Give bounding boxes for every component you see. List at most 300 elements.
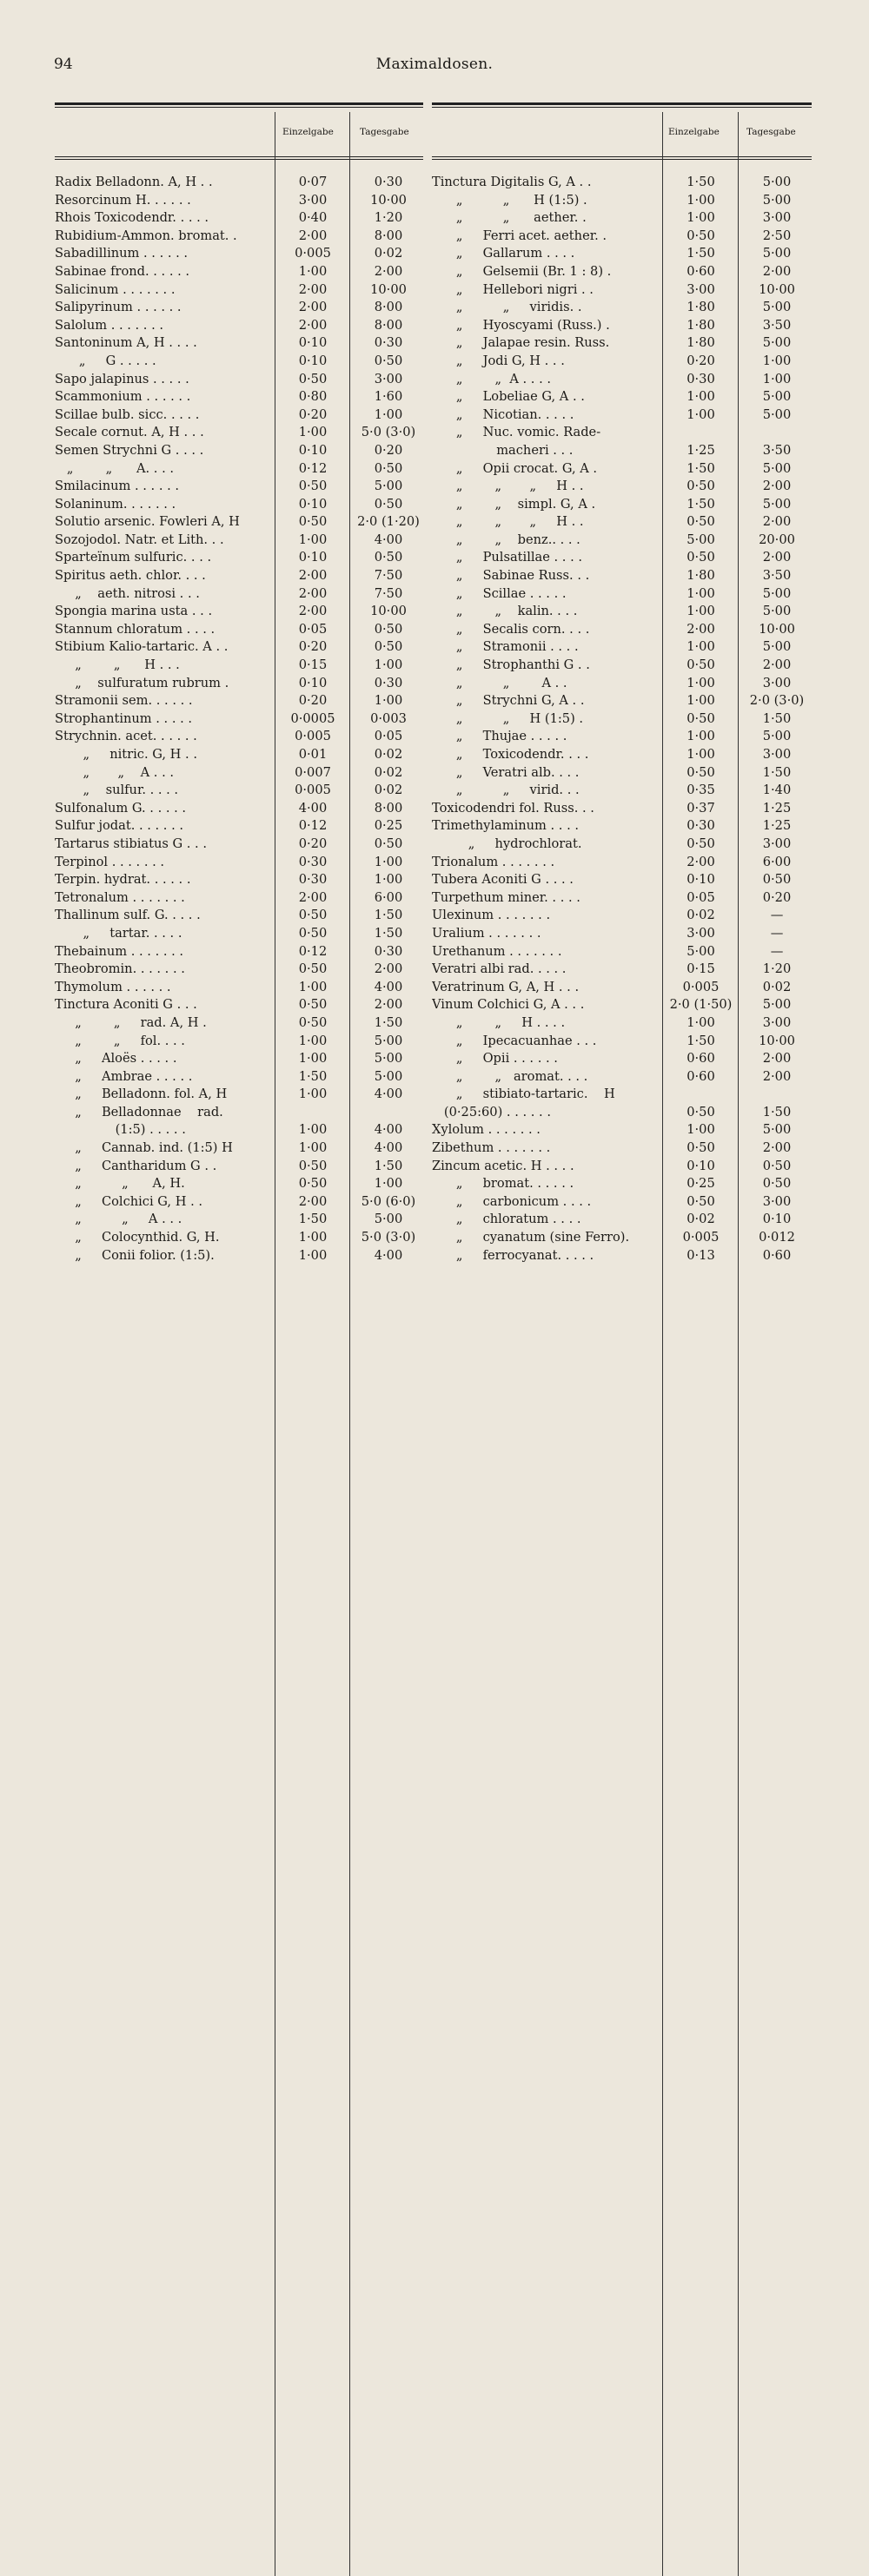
single-dose: 1·00 bbox=[687, 406, 715, 422]
drug-name: Sulfur jodat. . . . . . . bbox=[55, 818, 184, 834]
table-row bbox=[55, 192, 423, 210]
table-row bbox=[432, 657, 812, 675]
table-row bbox=[432, 299, 812, 317]
drug-name: Scillae bulb. sicc. . . . . bbox=[55, 406, 200, 422]
daily-dose: 2·0 (3·0) bbox=[749, 693, 805, 709]
table-row bbox=[432, 907, 812, 925]
single-dose: 1·50 bbox=[687, 175, 715, 189]
drug-name: „ „ A . . . bbox=[55, 764, 174, 780]
single-dose: 4·00 bbox=[298, 800, 328, 816]
daily-dose: 5·00 bbox=[374, 1068, 403, 1084]
single-dose: 3·00 bbox=[687, 281, 715, 297]
drug-name: Terpinol . . . . . . . bbox=[55, 854, 165, 869]
drug-name: Rhois Toxicodendr. . . . . bbox=[55, 210, 209, 226]
single-dose: 0·0005 bbox=[290, 710, 335, 726]
daily-dose: — bbox=[770, 943, 784, 959]
daily-dose: 0·50 bbox=[762, 1176, 792, 1192]
daily-dose: 0·012 bbox=[759, 1230, 795, 1245]
drug-name: Tubera Aconiti G . . . . bbox=[432, 872, 574, 888]
table-row bbox=[55, 281, 423, 300]
daily-dose: 5·00 bbox=[762, 192, 792, 208]
drug-name: Tinctura Digitalis G, A . . bbox=[432, 175, 592, 189]
drug-name: „ „ simpl. G, A . bbox=[432, 496, 596, 512]
table-row bbox=[432, 817, 812, 836]
table-row bbox=[432, 174, 812, 192]
daily-dose: 1·00 bbox=[762, 353, 792, 368]
drug-name: „ Pulsatillae . . . . bbox=[432, 550, 582, 565]
drug-name: macheri . . . bbox=[432, 442, 574, 458]
single-dose: 1·00 bbox=[687, 210, 715, 226]
daily-dose: 5·00 bbox=[762, 729, 792, 744]
drug-name: Terpin. hydrat. . . . . . bbox=[55, 872, 191, 888]
drug-name: (0·25:60) . . . . . . bbox=[432, 1104, 551, 1120]
daily-dose: 2·00 bbox=[762, 550, 792, 565]
drug-name: „ Hyoscyami (Russ.) . bbox=[432, 317, 610, 333]
daily-dose: 10·00 bbox=[370, 192, 407, 208]
single-dose: 1·50 bbox=[298, 1212, 328, 1227]
drug-name: Rubidium-Ammon. bromat. . bbox=[55, 228, 237, 243]
drug-name: „ „ viridis. . bbox=[432, 300, 582, 315]
daily-dose: 6·00 bbox=[762, 854, 792, 869]
daily-dose: 8·00 bbox=[374, 800, 403, 816]
single-dose: 2·00 bbox=[298, 568, 328, 584]
table-row bbox=[432, 353, 812, 371]
single-dose: 5·00 bbox=[687, 943, 715, 959]
drug-name: Tinctura Aconiti G . . . bbox=[55, 997, 197, 1013]
daily-dose: 1·00 bbox=[374, 406, 403, 422]
rows-right bbox=[432, 160, 812, 1265]
single-dose: 0·01 bbox=[298, 747, 328, 762]
single-dose: 0·50 bbox=[687, 550, 715, 565]
table-row bbox=[432, 406, 812, 425]
drug-name: „ Colchici G, H . . bbox=[55, 1193, 202, 1209]
daily-dose: 10·00 bbox=[759, 1033, 795, 1048]
drug-name: Thallinum sulf. G. . . . . bbox=[55, 908, 201, 923]
drug-name: Uralium . . . . . . . bbox=[432, 925, 541, 941]
drug-name: „ Gallarum . . . . bbox=[432, 246, 575, 261]
daily-dose: 1·50 bbox=[762, 764, 792, 780]
daily-dose: 0·50 bbox=[374, 550, 403, 565]
daily-dose: 1·50 bbox=[374, 925, 403, 941]
single-dose: 0·02 bbox=[687, 908, 715, 923]
drug-name: „ Sabinae Russ. . . bbox=[432, 568, 590, 584]
daily-dose: 0·50 bbox=[374, 621, 403, 637]
table-row bbox=[432, 603, 812, 621]
drug-name: „ Secalis corn. . . . bbox=[432, 621, 590, 637]
drug-name: „ bromat. . . . . . bbox=[432, 1176, 574, 1192]
table-row bbox=[432, 532, 812, 550]
drug-name: „ „ kalin. . . . bbox=[432, 604, 578, 619]
drug-name: Vinum Colchici G, A . . . bbox=[432, 997, 585, 1013]
table-row bbox=[55, 353, 423, 371]
table-row bbox=[432, 1050, 812, 1068]
single-dose: 0·12 bbox=[298, 460, 328, 476]
table-row bbox=[55, 567, 423, 585]
daily-dose: 0·50 bbox=[374, 639, 403, 655]
daily-dose: 5·00 bbox=[762, 496, 792, 512]
drug-name: „ Belladonn. fol. A, H bbox=[55, 1087, 228, 1102]
top-rule bbox=[432, 102, 812, 105]
drug-name: Thebainum . . . . . . . bbox=[55, 943, 184, 959]
table-row bbox=[55, 638, 423, 657]
daily-dose: 0·003 bbox=[370, 710, 407, 726]
single-dose: 1·00 bbox=[687, 729, 715, 744]
drug-name: „ Ambrae . . . . . bbox=[55, 1068, 193, 1084]
drug-name: Tetronalum . . . . . . . bbox=[55, 889, 185, 905]
daily-dose: 0·05 bbox=[374, 729, 403, 744]
single-dose: 1·00 bbox=[298, 1122, 328, 1138]
drug-name: Salicinum . . . . . . . bbox=[55, 281, 176, 297]
table-row bbox=[55, 1121, 423, 1139]
single-dose: 1·00 bbox=[687, 747, 715, 762]
drug-name: Ulexinum . . . . . . . bbox=[432, 908, 551, 923]
table-row bbox=[432, 638, 812, 657]
page-number: 94 bbox=[54, 56, 73, 73]
single-dose: 0·50 bbox=[687, 228, 715, 243]
table-row bbox=[55, 1033, 423, 1051]
daily-dose: 4·00 bbox=[374, 979, 403, 994]
table-row bbox=[432, 782, 812, 800]
table-row bbox=[55, 710, 423, 729]
daily-dose: 0·30 bbox=[374, 943, 403, 959]
drug-name: Stramonii sem. . . . . . bbox=[55, 693, 193, 709]
single-dose: 0·10 bbox=[687, 1158, 715, 1173]
drug-name: „ „ benz.. . . . bbox=[432, 532, 580, 547]
single-dose: 0·50 bbox=[298, 908, 328, 923]
drug-name: Resorcinum H. . . . . . bbox=[55, 192, 191, 208]
daily-dose: 0·30 bbox=[374, 335, 403, 351]
daily-dose: 10·00 bbox=[370, 281, 407, 297]
daily-dose: 3·50 bbox=[762, 442, 792, 458]
table-row bbox=[432, 746, 812, 764]
table-row bbox=[432, 334, 812, 353]
drug-name: Radix Belladonn. A, H . . bbox=[55, 175, 213, 189]
drug-name: „ Lobeliae G, A . . bbox=[432, 389, 585, 405]
table-row bbox=[432, 317, 812, 335]
drug-name: „ Jalapae resin. Russ. bbox=[432, 335, 610, 351]
drug-name: „ aeth. nitrosi . . . bbox=[55, 585, 200, 601]
single-dose: 0·50 bbox=[687, 710, 715, 726]
drug-name: „ „ A . . . bbox=[55, 1212, 182, 1227]
daily-dose: 0·02 bbox=[762, 979, 792, 994]
single-dose: 0·60 bbox=[687, 1068, 715, 1084]
single-dose: 2·00 bbox=[298, 1193, 328, 1209]
single-dose: 0·12 bbox=[298, 943, 328, 959]
single-dose: 3·00 bbox=[298, 192, 328, 208]
drug-name: Urethanum . . . . . . . bbox=[432, 943, 562, 959]
table-row bbox=[55, 854, 423, 872]
running-head: Maximaldosen. bbox=[375, 56, 494, 73]
drug-name: „ Cantharidum G . . bbox=[55, 1158, 217, 1173]
drug-name: „ „ A . . bbox=[432, 675, 567, 690]
col-header-daily: Tagesgabe bbox=[360, 127, 409, 137]
col-header-daily: Tagesgabe bbox=[746, 127, 796, 137]
daily-dose: 1·50 bbox=[374, 1158, 403, 1173]
daily-dose: 0·02 bbox=[374, 783, 403, 798]
table-row bbox=[55, 836, 423, 854]
single-dose: 1·00 bbox=[687, 389, 715, 405]
daily-dose: 5·00 bbox=[762, 246, 792, 261]
table-row bbox=[55, 1247, 423, 1265]
daily-dose: 5·00 bbox=[762, 1122, 792, 1138]
single-dose: 0·50 bbox=[687, 1193, 715, 1209]
single-dose: 1·00 bbox=[687, 693, 715, 709]
single-dose: 0·005 bbox=[682, 1230, 720, 1245]
single-dose: 0·50 bbox=[687, 479, 715, 494]
daily-dose: 6·00 bbox=[374, 889, 403, 905]
table-row bbox=[55, 317, 423, 335]
drug-name: Sulfonalum G. . . . . . bbox=[55, 800, 187, 816]
daily-dose: 0·60 bbox=[762, 1247, 792, 1263]
table-row bbox=[432, 1229, 812, 1247]
daily-dose: 1·50 bbox=[762, 710, 792, 726]
daily-dose: 3·00 bbox=[762, 1193, 792, 1209]
daily-dose: 5·00 bbox=[762, 460, 792, 476]
drug-name: Sapo jalapinus . . . . . bbox=[55, 371, 189, 386]
drug-name: „ Jodi G, H . . . bbox=[432, 353, 565, 368]
table-row bbox=[432, 728, 812, 746]
drug-name: Trimethylaminum . . . . bbox=[432, 818, 579, 834]
daily-dose: 1·60 bbox=[374, 389, 403, 405]
table-row bbox=[55, 585, 423, 604]
single-dose: 0·10 bbox=[298, 442, 328, 458]
table-row bbox=[55, 513, 423, 532]
single-dose: 0·10 bbox=[298, 675, 328, 690]
table-row bbox=[432, 281, 812, 300]
table-row bbox=[432, 1247, 812, 1265]
table-row bbox=[55, 979, 423, 997]
single-dose: 1·80 bbox=[687, 568, 715, 584]
daily-dose: 8·00 bbox=[374, 228, 403, 243]
drug-name: „ carbonicum . . . . bbox=[432, 1193, 592, 1209]
daily-dose: 2·0 (1·20) bbox=[357, 514, 420, 530]
single-dose: 0·50 bbox=[687, 514, 715, 530]
daily-dose: 5·00 bbox=[762, 389, 792, 405]
table-row bbox=[55, 424, 423, 442]
table-row bbox=[55, 621, 423, 639]
header-rule bbox=[55, 156, 423, 157]
drug-name: „ „ H (1:5) . bbox=[432, 192, 587, 208]
drug-name: „ Cannab. ind. (1:5) H bbox=[55, 1140, 233, 1156]
drug-name: „ Opii crocat. G, A . bbox=[432, 460, 598, 476]
drug-name: Sozojodol. Natr. et Lith. . . bbox=[55, 532, 224, 547]
table-row bbox=[432, 1068, 812, 1087]
drug-name: „ „ rad. A, H . bbox=[55, 1014, 207, 1030]
daily-dose: 0·02 bbox=[374, 747, 403, 762]
single-dose: 1·80 bbox=[687, 317, 715, 333]
drug-name: „ Strychni G, A . . bbox=[432, 693, 585, 709]
daily-dose: 1·00 bbox=[374, 657, 403, 673]
single-dose: 1·00 bbox=[687, 675, 715, 690]
drug-name: Veratri albi rad. . . . . bbox=[432, 961, 567, 977]
single-dose: 0·50 bbox=[298, 1014, 328, 1030]
table-row bbox=[432, 1175, 812, 1193]
daily-dose: 0·50 bbox=[374, 460, 403, 476]
table-row bbox=[55, 907, 423, 925]
daily-dose: 0·25 bbox=[374, 818, 403, 834]
table-row bbox=[432, 764, 812, 783]
daily-dose: 5·00 bbox=[762, 406, 792, 422]
single-dose: 1·00 bbox=[687, 585, 715, 601]
drug-name: „ Opii . . . . . . bbox=[432, 1051, 558, 1067]
single-dose: 2·00 bbox=[687, 854, 715, 869]
single-dose: 0·30 bbox=[298, 872, 328, 888]
single-dose: 0·12 bbox=[298, 818, 328, 834]
drug-name: Salipyrinum . . . . . . bbox=[55, 300, 182, 315]
table-row bbox=[55, 800, 423, 818]
table-row bbox=[55, 496, 423, 514]
single-dose: 0·07 bbox=[298, 175, 328, 189]
drug-name: „ Scillae . . . . . bbox=[432, 585, 567, 601]
drug-name: „ G . . . . . bbox=[55, 353, 156, 368]
daily-dose: 3·50 bbox=[762, 568, 792, 584]
single-dose: 0·50 bbox=[687, 657, 715, 673]
drug-name: Sparteïnum sulfuric. . . . bbox=[55, 550, 212, 565]
table-row bbox=[55, 692, 423, 710]
drug-name: Secale cornut. A, H . . . bbox=[55, 425, 204, 440]
table-row bbox=[432, 209, 812, 228]
single-dose: 0·13 bbox=[687, 1247, 715, 1263]
drug-name: „ Toxicodendr. . . . bbox=[432, 747, 589, 762]
header-row bbox=[55, 108, 423, 156]
drug-name: Tartarus stibiatus G . . . bbox=[55, 836, 207, 851]
drug-name: „ „ A . . . . bbox=[432, 371, 551, 386]
daily-dose: 1·00 bbox=[374, 854, 403, 869]
daily-dose: 0·02 bbox=[374, 246, 403, 261]
single-dose: 0·50 bbox=[687, 1140, 715, 1156]
table-row bbox=[432, 1193, 812, 1212]
single-dose: 0·50 bbox=[687, 1104, 715, 1120]
drug-name: Smilacinum . . . . . . bbox=[55, 479, 180, 494]
daily-dose: 0·20 bbox=[762, 889, 792, 905]
daily-dose: 1·20 bbox=[374, 210, 403, 226]
single-dose: 1·00 bbox=[687, 1122, 715, 1138]
single-dose: 1·50 bbox=[687, 460, 715, 476]
daily-dose: 1·00 bbox=[374, 872, 403, 888]
table-row bbox=[55, 1139, 423, 1158]
daily-dose: 20·00 bbox=[759, 532, 795, 547]
single-dose: 0·007 bbox=[295, 764, 331, 780]
daily-dose: 7·50 bbox=[374, 585, 403, 601]
table-row bbox=[432, 1158, 812, 1176]
daily-dose: 8·00 bbox=[374, 317, 403, 333]
daily-dose: 3·00 bbox=[762, 747, 792, 762]
daily-dose: 1·50 bbox=[762, 1104, 792, 1120]
single-dose: 0·005 bbox=[295, 783, 331, 798]
single-dose: 0·10 bbox=[298, 335, 328, 351]
table-row bbox=[432, 549, 812, 567]
daily-dose: 4·00 bbox=[374, 1247, 403, 1263]
single-dose: 1·00 bbox=[298, 1140, 328, 1156]
daily-dose: 1·00 bbox=[374, 1176, 403, 1192]
header-row bbox=[432, 108, 812, 156]
drug-name: Solutio arsenic. Fowleri A, H bbox=[55, 514, 240, 530]
table-row bbox=[432, 889, 812, 908]
daily-dose: 1·50 bbox=[374, 908, 403, 923]
single-dose: 2·00 bbox=[298, 604, 328, 619]
single-dose: 0·50 bbox=[298, 1176, 328, 1192]
drug-name: Salolum . . . . . . . bbox=[55, 317, 164, 333]
single-dose: 0·50 bbox=[298, 479, 328, 494]
daily-dose: 3·50 bbox=[762, 317, 792, 333]
daily-dose: 3·00 bbox=[762, 836, 792, 851]
drug-name: (1:5) . . . . . bbox=[55, 1122, 186, 1138]
single-dose: 1·00 bbox=[298, 979, 328, 994]
single-dose: 0·60 bbox=[687, 1051, 715, 1067]
drug-name: „ Thujae . . . . . bbox=[432, 729, 567, 744]
daily-dose: 1·50 bbox=[374, 1014, 403, 1030]
drug-name: Trionalum . . . . . . . bbox=[432, 854, 555, 869]
single-dose: 0·50 bbox=[298, 371, 328, 386]
table-row bbox=[55, 746, 423, 764]
table-row bbox=[432, 478, 812, 496]
table-row bbox=[432, 442, 812, 460]
table-row bbox=[55, 1014, 423, 1033]
daily-dose: 3·00 bbox=[762, 210, 792, 226]
table-row bbox=[55, 1193, 423, 1212]
drug-name: „ nitric. G, H . . bbox=[55, 747, 197, 762]
col-header-single: Einzelgabe bbox=[282, 127, 334, 137]
drug-name: „ Ipecacuanhae . . . bbox=[432, 1033, 597, 1048]
daily-dose: 0·50 bbox=[762, 872, 792, 888]
daily-dose: 10·00 bbox=[370, 604, 407, 619]
single-dose: 1·25 bbox=[687, 442, 715, 458]
single-dose: 2·00 bbox=[298, 317, 328, 333]
table-row bbox=[432, 692, 812, 710]
table-row bbox=[55, 871, 423, 889]
single-dose: 0·40 bbox=[298, 210, 328, 226]
table-row bbox=[432, 1139, 812, 1158]
table-row bbox=[432, 943, 812, 961]
header-rule bbox=[432, 156, 812, 157]
table-row bbox=[55, 1211, 423, 1229]
table-row bbox=[55, 996, 423, 1014]
single-dose: 0·20 bbox=[298, 693, 328, 709]
single-dose: 0·60 bbox=[687, 263, 715, 279]
single-dose: 1·00 bbox=[687, 1014, 715, 1030]
daily-dose: 10·00 bbox=[759, 281, 795, 297]
daily-dose: 2·00 bbox=[374, 961, 403, 977]
table-row bbox=[55, 209, 423, 228]
daily-dose: 1·25 bbox=[762, 800, 792, 816]
drug-name: Sabinae frond. . . . . . bbox=[55, 263, 190, 279]
table-row bbox=[55, 1086, 423, 1104]
table-row bbox=[432, 460, 812, 479]
daily-dose: 5·00 bbox=[374, 1051, 403, 1067]
daily-dose: 2·00 bbox=[762, 514, 792, 530]
table-row bbox=[55, 603, 423, 621]
drug-name: Santoninum A, H . . . . bbox=[55, 335, 197, 351]
daily-dose: 1·25 bbox=[762, 818, 792, 834]
single-dose: 1·00 bbox=[298, 1230, 328, 1245]
drug-name: Strychnin. acet. . . . . . bbox=[55, 729, 197, 744]
table-row bbox=[432, 1086, 812, 1104]
daily-dose: 2·00 bbox=[374, 263, 403, 279]
table-row bbox=[432, 621, 812, 639]
table-row bbox=[55, 817, 423, 836]
drug-name: „ „ H . . . . bbox=[432, 1014, 566, 1030]
drug-name: „ sulfur. . . . . bbox=[55, 783, 179, 798]
drug-name: Thymolum . . . . . . bbox=[55, 979, 171, 994]
rows-left bbox=[55, 160, 423, 1265]
table-row bbox=[432, 675, 812, 693]
table-row bbox=[55, 1158, 423, 1176]
drug-name: „ „ H . . . bbox=[55, 657, 180, 673]
drug-name: „ „ A, H. bbox=[55, 1176, 185, 1192]
table-row bbox=[432, 871, 812, 889]
single-dose: 0·15 bbox=[298, 657, 328, 673]
drug-name: „ Ferri acet. aether. . bbox=[432, 228, 607, 243]
